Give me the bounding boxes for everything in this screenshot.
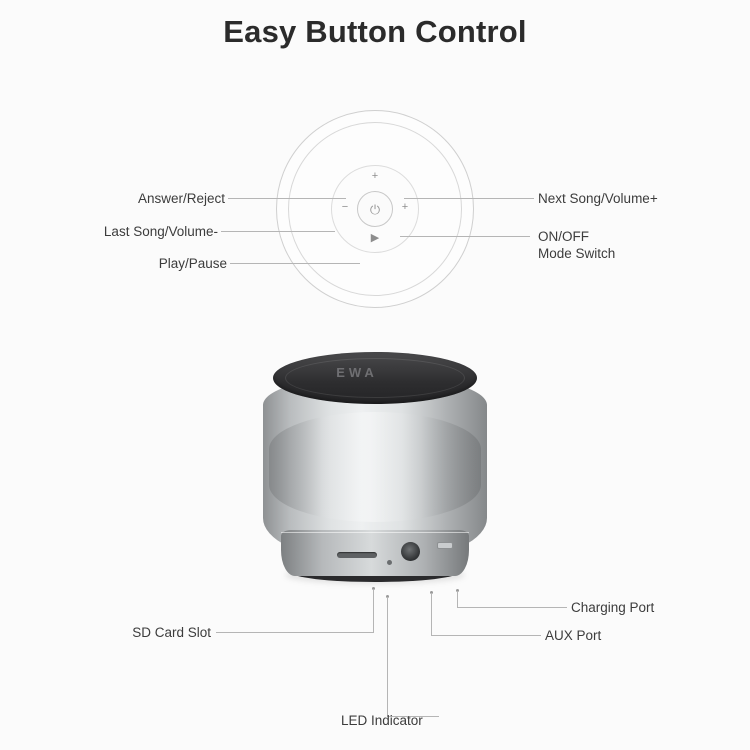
label-aux-port: AUX Port — [545, 628, 602, 643]
leader-line-led-vertical — [387, 597, 388, 716]
label-play-pause: Play/Pause — [158, 256, 227, 271]
label-answer-reject: Answer/Reject — [137, 191, 225, 206]
label-last-song-volume-down: Last Song/Volume- — [103, 224, 218, 239]
speaker-illustration — [255, 352, 495, 592]
led-indicator-light — [387, 560, 392, 565]
leader-line-sd-card-vertical — [373, 589, 374, 632]
aux-port-jack — [401, 542, 420, 561]
label-on-off: ON/OFF — [538, 229, 589, 244]
leader-line-charging-vertical — [457, 591, 458, 607]
leader-line-answer-reject — [228, 198, 346, 199]
volume-down-icon[interactable]: − — [341, 201, 349, 213]
sd-card-slot-port — [337, 552, 377, 558]
leader-line-aux-vertical — [431, 593, 432, 635]
play-pause-icon[interactable]: ▶ — [370, 232, 380, 244]
leader-line-mode-switch — [400, 236, 530, 237]
label-charging-port: Charging Port — [571, 600, 655, 615]
control-panel-diagram — [276, 110, 476, 310]
leader-line-play-pause — [230, 263, 360, 264]
label-mode-switch: Mode Switch — [538, 246, 616, 261]
leader-line-sd-card-horizontal — [216, 632, 374, 633]
leader-line-next-song — [404, 198, 534, 199]
speaker-body-highlight — [269, 412, 481, 522]
speaker-base-seam — [281, 532, 469, 533]
label-sd-card-slot: SD Card Slot — [132, 625, 211, 640]
page-title: Easy Button Control — [223, 14, 527, 49]
leader-line-aux-horizontal — [431, 635, 541, 636]
charging-port-connector — [437, 542, 453, 549]
leader-line-last-song — [221, 231, 335, 232]
label-led-indicator: LED Indicator — [341, 713, 423, 728]
power-icon[interactable]: ⏻ — [369, 202, 381, 217]
answer-reject-icon[interactable]: + — [371, 170, 379, 182]
leader-line-charging-horizontal — [457, 607, 567, 608]
label-next-song-volume-up: Next Song/Volume+ — [538, 191, 658, 206]
brand-logo: EWA — [336, 365, 378, 380]
volume-up-icon[interactable]: + — [401, 201, 409, 213]
